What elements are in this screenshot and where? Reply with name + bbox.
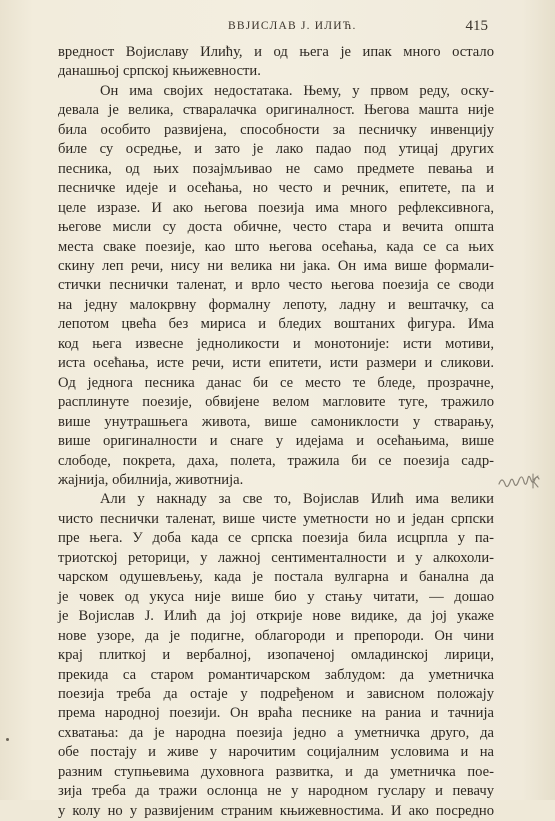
- text-line: чисто песнички таленат, више чисте уметности но и један српски: [58, 510, 494, 527]
- paper-speck: [6, 738, 9, 741]
- text-line: скину леп речи, нису ни велика ни јака. Он има више формали-: [58, 257, 494, 274]
- text-line: песника, од њих позајмљивао не само предмете певања и: [58, 160, 494, 177]
- text-line: према народној поезији. Он враћа песнике на раниа и тачнија: [58, 705, 494, 722]
- text-line: код њега извесне једноликости и монотоније: исти мотиви,: [58, 335, 494, 352]
- text-line: поезија треба да остаје у подређеном и зависном положају: [58, 685, 494, 702]
- page-header: [58, 18, 488, 38]
- text-line: слободе, покрета, даха, полета, тражила би се поезија садр-: [58, 452, 494, 469]
- text-line: вредност Војиславу Илићу, и од њега је ипак много остало: [58, 44, 494, 60]
- text-line: више унутрашњега живота, више самониклости у стварању,: [58, 413, 494, 430]
- text-line: је човек од укуса није више био у стању читати, — дошао: [58, 588, 494, 605]
- text-line: била особито развијена, способности за песничку инвенцију: [58, 121, 494, 138]
- running-head: ВВЈИСЛАВ Ј. ИЛИЋ.: [228, 20, 357, 32]
- paragraph-start-line: Он има својих недостатака. Њему, у првом реду, оску-: [100, 82, 494, 99]
- page-number: 415: [465, 18, 488, 34]
- paragraph-start-line: Али у накнаду за све то, Војислав Илић има велики: [100, 491, 494, 508]
- text-line: у колу но у развијеним страним књижевностима. И ако посредно: [58, 802, 494, 819]
- text-line: Од једнога песника данас би се место те бледе, прозрачне,: [58, 374, 494, 391]
- text-line: иста осећања, исте речи, исти епитети, исти размери и сликови.: [58, 355, 494, 372]
- text-line: је Војислав Ј. Илић да јој открије нове видике, да јој укаже: [58, 608, 494, 625]
- text-line: триотској реторици, у лажној сентименталности и у алкохоли-: [58, 549, 494, 566]
- text-line: разним ступњевима духовнога развитка, и да уметничка пое-: [58, 763, 494, 780]
- text-line: обе постају и живе у нарочитим социјалним условима и на: [58, 744, 494, 761]
- text-line: више оригиналности и снаге у идејама и осећањима, више: [58, 433, 494, 450]
- text-line: нове узоре, да је подигне, облагороди и препороди. Он чини: [58, 627, 494, 644]
- text-line: места сваке поезије, као што његова осећања, када се са њих: [58, 238, 494, 255]
- text-line: целе изразе. И ако његова поезија има много рефлексивнога,: [58, 199, 494, 216]
- text-line: девала је велика, стваралачка оригиналност. Његова машта није: [58, 102, 494, 119]
- text-line: песничке идеје и осећања, но често и речник, епитете, па и: [58, 180, 494, 197]
- text-line: биле су осредње, и зато је лако падао под утицај других: [58, 141, 494, 158]
- text-line: чарском одушевљењу, када је постала вулгарна и банална да: [58, 569, 494, 586]
- text-line: стички песнички таленат, и врло често његова поезија се своди: [58, 277, 494, 294]
- text-line: пре њега. У доба када се српска поезија била исцрпла у па-: [58, 530, 494, 547]
- text-line: на једну малокрвну формалну лепоту, ладну и вештачку, са: [58, 296, 494, 313]
- text-line: лепотом цвећа без мириса и бледих воштаних фигура. Има: [58, 316, 494, 333]
- text-line: жајнија, обилнија, животнија.: [58, 471, 244, 488]
- body-text: [58, 43, 494, 821]
- text-line: схватања: да је народна поезија једно а уметничка друго, да: [58, 724, 494, 741]
- text-line: данашњој српској књижевности.: [58, 63, 261, 80]
- text-line: прекида са старом романтичарском заблудом: да уметничка: [58, 666, 494, 683]
- text-line: његове мисли су доста обичне, често стара и вечита општа: [58, 219, 494, 236]
- text-line: расплинуте поезије, обвијене велом магловите туге, тражило: [58, 394, 494, 411]
- text-line: зија треба да тражи ослонца не у народном гуслару и певачу: [58, 783, 494, 800]
- handwritten-margin-note: [497, 468, 543, 498]
- text-line: крај плиткој и вербалној, изопаченој омладинској лирици,: [58, 647, 494, 664]
